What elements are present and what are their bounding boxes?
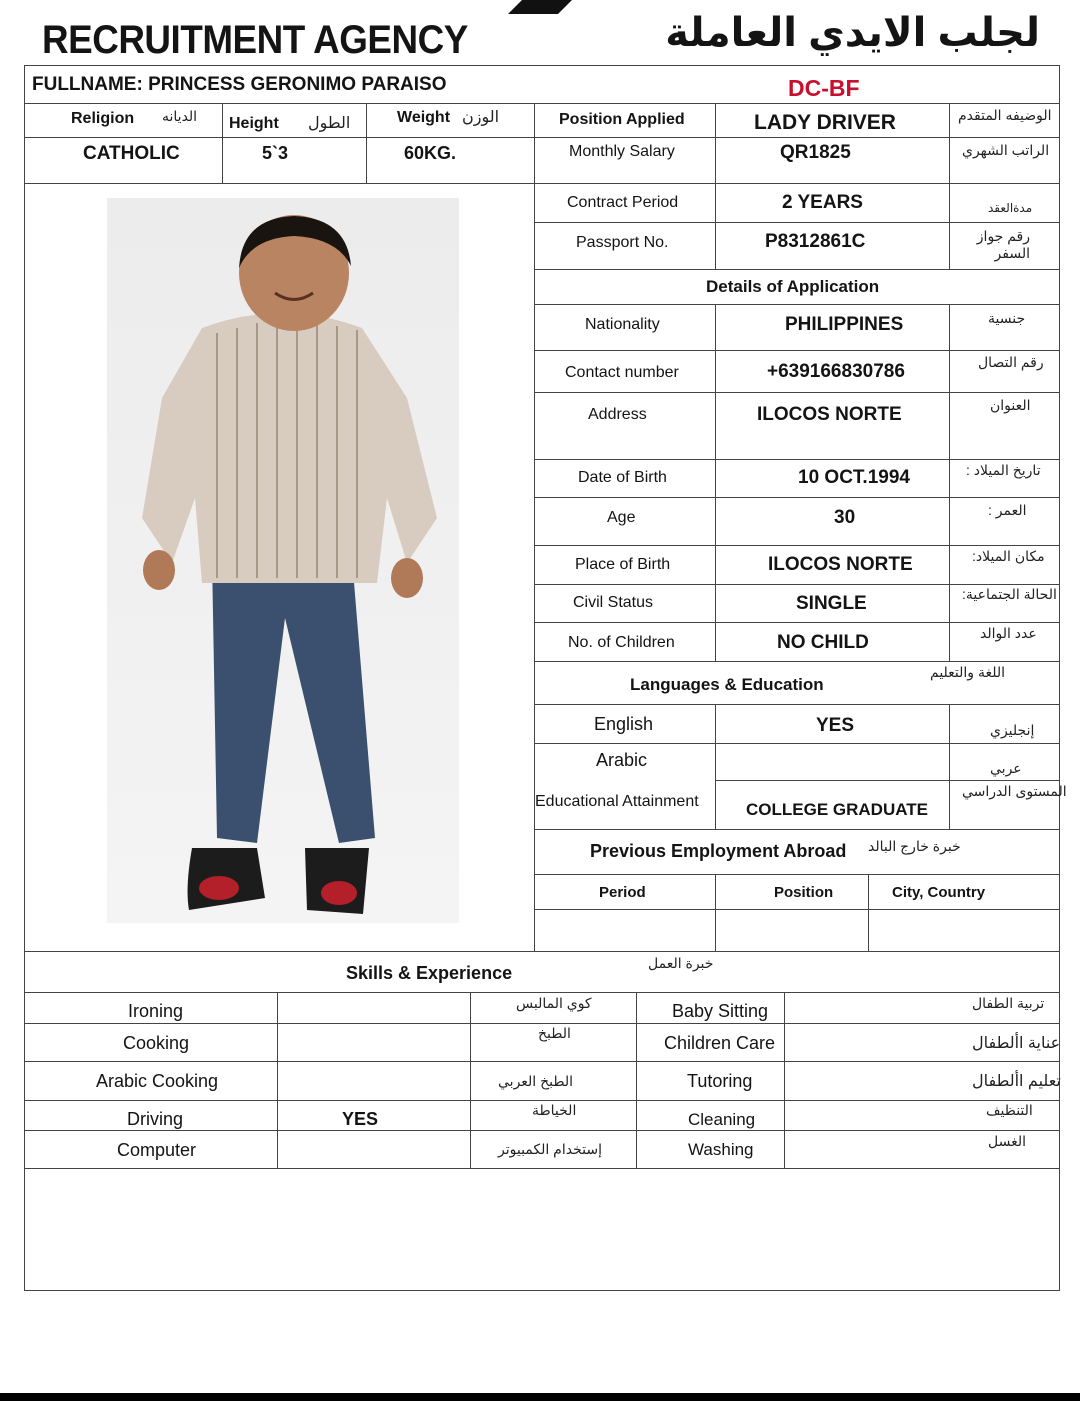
position-value: LADY DRIVER: [754, 111, 896, 134]
skill-arabic-cooking-ar: الطبخ العربي: [498, 1073, 573, 1089]
skill-driving-value: YES: [342, 1109, 379, 1129]
dob-label: Date of Birth: [578, 469, 667, 486]
arabic-label: Arabic: [596, 750, 648, 770]
civil-value: SINGLE: [796, 593, 867, 614]
salary-ar: الراتب الشهري: [962, 142, 1050, 158]
religion-ar: الديانه: [162, 108, 198, 124]
languages-title: Languages & Education: [630, 675, 824, 694]
passport-label: Passport No.: [576, 234, 669, 251]
skill-washing: Washing: [688, 1140, 754, 1159]
top-decoration: [508, 0, 572, 14]
weight-ar: الوزن: [462, 109, 500, 126]
col-period: Period: [599, 884, 646, 901]
position-ar: الوضيفه المتقدم: [958, 107, 1052, 123]
skill-cooking: Cooking: [123, 1033, 190, 1053]
col-city: City, Country: [892, 884, 986, 901]
contract-ar: مدةالعقد: [988, 201, 1033, 215]
skill-baby-sitting-ar: تربية الطفال: [972, 995, 1045, 1011]
employment-ar: خبرة خارج البالد: [868, 838, 961, 854]
dob-ar: تاريخ الميلاد :: [966, 462, 1041, 478]
weight-label: Weight: [397, 109, 451, 126]
passport-ar: رقم جواز السفر: [976, 228, 1030, 261]
skill-computer: Computer: [117, 1140, 197, 1160]
education-label: Educational Attainment: [535, 793, 699, 810]
contact-label: Contact number: [565, 364, 679, 381]
pob-ar: مكان الميلاد:: [972, 548, 1045, 564]
skill-driving-ar: الخياطة: [532, 1102, 577, 1118]
skill-cooking-ar: الطبخ: [538, 1025, 571, 1041]
contract-value: 2 YEARS: [782, 192, 863, 213]
children-ar: عدد الوالد: [980, 625, 1037, 641]
skills-ar: خبرة العمل: [648, 955, 714, 971]
height-ar: الطول: [308, 115, 351, 132]
address-label: Address: [588, 406, 647, 423]
english-label: English: [594, 714, 654, 734]
details-title: Details of Application: [706, 277, 880, 296]
education-value: COLLEGE GRADUATE: [746, 800, 928, 819]
skill-baby-sitting: Baby Sitting: [672, 1001, 769, 1021]
weight-value: 60KG.: [404, 143, 457, 163]
education-ar: المستوى الدراسي: [962, 783, 1067, 799]
skill-cleaning: Cleaning: [688, 1110, 756, 1129]
skill-cleaning-ar: التنظيف: [986, 1102, 1033, 1118]
arabic-title: لجلب الايدي العاملة: [665, 11, 1040, 55]
age-ar: العمر :: [988, 502, 1027, 518]
english-value: YES: [816, 715, 855, 736]
skill-tutoring-ar: تعليم األطفال: [972, 1073, 1061, 1090]
position-label: Position Applied: [559, 111, 685, 128]
religion-value: CATHOLIC: [83, 143, 180, 164]
nationality-value: PHILIPPINES: [785, 314, 904, 335]
height-label: Height: [229, 115, 279, 132]
age-value: 30: [834, 507, 856, 528]
col-position: Position: [774, 884, 834, 901]
passport-value: P8312861C: [765, 231, 866, 252]
languages-ar: اللغة والتعليم: [930, 664, 1006, 680]
address-value: ILOCOS NORTE: [757, 404, 902, 425]
religion-label: Religion: [71, 110, 135, 127]
skill-computer-ar: إستخدام الكمبيوتر: [498, 1141, 602, 1157]
dob-value: 10 OCT.1994: [798, 467, 910, 488]
skill-ironing-ar: كوي المالبس: [516, 995, 592, 1011]
skill-arabic-cooking: Arabic Cooking: [96, 1071, 219, 1091]
civil-ar: الحالة الجتماعية:: [962, 586, 1057, 602]
skills-title: Skills & Experience: [346, 963, 513, 983]
nationality-ar: جنسية: [988, 310, 1026, 326]
agency-title: RECRUITMENT AGENCY: [42, 18, 468, 62]
children-label: No. of Children: [568, 634, 675, 651]
pob-label: Place of Birth: [575, 556, 671, 573]
skill-ironing: Ironing: [128, 1001, 184, 1021]
applicant-photo: [107, 198, 459, 923]
bottom-bar: [0, 1393, 1080, 1401]
fullname: [32, 74, 447, 96]
salary-value: QR1825: [780, 142, 851, 163]
address-ar: العنوان: [990, 397, 1031, 413]
children-value: NO CHILD: [777, 632, 869, 653]
skill-children-care-ar: عناية األطفال: [972, 1035, 1061, 1052]
code-badge: DC-BF: [788, 75, 860, 101]
fullname-value: PRINCESS GERONIMO PARAISO: [148, 74, 447, 95]
english-ar: إنجليزي: [990, 722, 1035, 738]
fullname-label: FULLNAME:: [32, 74, 143, 95]
height-value: 5`3: [262, 143, 289, 163]
nationality-label: Nationality: [585, 316, 660, 333]
skill-tutoring: Tutoring: [687, 1071, 753, 1091]
pob-value: ILOCOS NORTE: [768, 554, 913, 575]
skill-washing-ar: الغسل: [988, 1133, 1027, 1149]
age-label: Age: [607, 509, 636, 526]
civil-label: Civil Status: [573, 594, 654, 611]
skill-driving: Driving: [127, 1109, 184, 1129]
skill-children-care: Children Care: [664, 1033, 776, 1053]
person-figure: [107, 198, 459, 923]
salary-label: Monthly Salary: [569, 143, 675, 160]
arabic-ar: عربي: [990, 760, 1022, 776]
contact-ar: رقم التصال: [978, 354, 1044, 370]
employment-title: Previous Employment Abroad: [590, 841, 847, 861]
contact-value: +639166830786: [767, 361, 905, 382]
contract-label: Contract Period: [567, 194, 679, 211]
